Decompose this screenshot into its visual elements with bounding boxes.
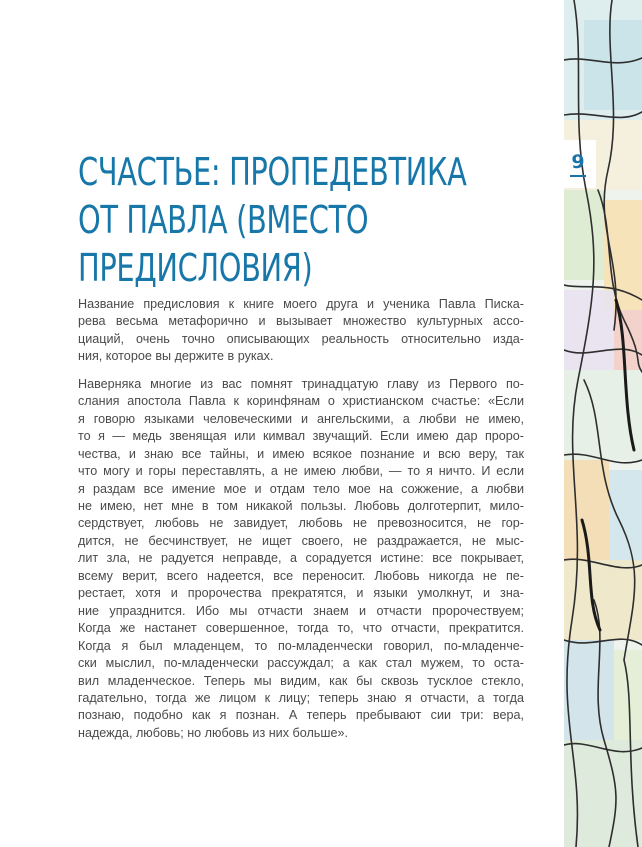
text-line: что могу и горы переставлять, а не имею любви, — то я ничто. И если [78, 464, 524, 479]
text-line: ние упразднится. Ибо мы отчасти знаем и отчасти пророчествуем; [78, 603, 524, 618]
text-line: познаю, подобно как я познан. А теперь пребывают сии три: вера, [78, 708, 524, 723]
paragraph-gap [78, 366, 524, 376]
text-line: Когда же настанет совершенное, тогда то, что отчасти, прекратится. [78, 621, 524, 636]
paragraph [78, 376, 524, 743]
body-text [78, 296, 524, 742]
text-line: не имею, нет мне в том никакой пользы. Любовь долготерпит, мило- [78, 498, 524, 513]
text-line: то я — медь звенящая или кимвал звучащий. Если имею дар проро- [78, 429, 524, 444]
text-line: ния, которое вы держите в руках. [78, 349, 274, 364]
text-line: дится, не бесчинствует, не ищет своего, не раздражается, не мыс- [78, 533, 524, 548]
text-line: вил младенческое. Теперь мы видим, как бы сквозь тусклое стекло, [78, 673, 524, 688]
text-line: Название предисловия к книге моего друга и ученика Павла Писка- [78, 297, 524, 311]
text-line: рестает, хотя и пророчества прекратятся, и языки умолкнут, и зна- [78, 586, 524, 601]
chapter-title [78, 148, 467, 292]
page-number-underline [570, 175, 586, 177]
text-line: лит зла, не радуется неправде, а сорадуется истине: все покрывает, [78, 551, 524, 566]
text-line: чества, и знаю все тайны, и имею всякое познание и всю веру, так [78, 446, 524, 461]
text-line: гадательно, тогда же лицом к лицу; теперь знаю я отчасти, а тогда [78, 690, 524, 705]
page-number: 9 [571, 151, 585, 173]
paragraph [78, 296, 524, 366]
text-line: ски мыслил, по-младенчески рассуждал; а как стал мужем, то оста- [78, 656, 524, 671]
stained-glass-illustration-icon [564, 0, 642, 847]
chapter-title-line: СЧАСТЬЕ: ПРОПЕДЕВТИКА [78, 150, 467, 194]
text-line: сердствует, любовь не завидует, любовь не превозносится, не гор- [78, 516, 524, 531]
text-line: Когда я был младенцем, то по-младенчески говорил, по-младенче- [78, 638, 524, 653]
text-line: слания апостола Павла к коринфянам о христианском счастье: «Если [78, 394, 524, 409]
text-line: циаций, очень точно описывающих реальность относительно изда- [78, 331, 524, 346]
text-line: рева весьма метафорично и вызывает множество культурных ассо- [78, 314, 524, 329]
text-line: надежда, любовь; но любовь из них больше». [78, 725, 348, 740]
chapter-title-line: ОТ ПАВЛА (ВМЕСТО [78, 198, 369, 242]
text-line: всему верит, всего надеется, все переносит. Любовь никогда не пе- [78, 568, 524, 583]
text-line: Наверняка многие из вас помнят тринадцатую главу из Первого по- [78, 376, 524, 391]
text-line: я раздам все имение мое и отдам тело мое на сожжение, а любви [78, 481, 524, 496]
chapter-title-line: ПРЕДИСЛОВИЯ) [78, 246, 313, 290]
text-line: я говорю языками человеческими и ангельскими, а любви не имею, [78, 411, 524, 426]
